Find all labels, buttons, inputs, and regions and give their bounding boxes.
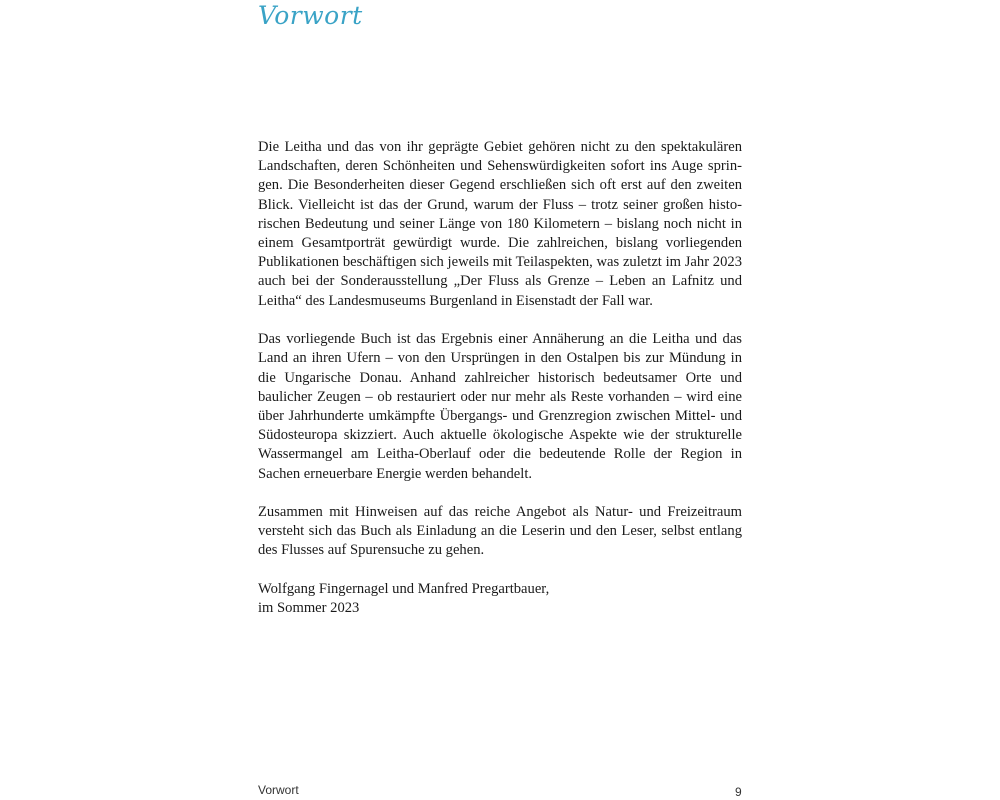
signature-authors: Wolfgang Fingernagel und Manfred Pregartbauer,	[258, 580, 550, 597]
signature-date: im Sommer 2023	[258, 600, 360, 617]
page-title: Vorwort	[258, 1, 363, 30]
page-number: 9	[735, 785, 742, 799]
paragraph-1: Die Leitha und das von ihr geprägte Gebiet gehören nicht zu den spektakulären Landschaften, deren Schönheiten und Sehenswürdigkeiten sofort ins Auge springen. Die Besonderheiten dieser Gegend erschließen sich oft erst auf den zweiten Blick. Vielleicht ist das der Grund, warum der Fluss – trotz seiner großen historischen Bedeutung und seiner Länge von 180 Kilometern – bislang noch nicht in einem Gesamtporträt gewürdigt wurde. Die zahlreichen, bislang vorliegenden Publikationen beschäftigen sich jeweils mit Teilaspekten, was zuletzt im Jahr 2023 auch bei der Sonderausstellung „Der Fluss als Grenze – Leben an Lafnitz und Leitha“ des Landesmuseums Burgenland in Eisenstadt der Fall war.	[258, 139, 742, 309]
signature	[258, 580, 742, 618]
foreword-body	[258, 138, 742, 618]
paragraph-3: Zusammen mit Hinweisen auf das reiche Angebot als Natur- und Freizeitraum versteht sich das Buch als Einladung an die Leserin und den Leser, selbst entlang des Flusses auf Spurensuche zu gehen.	[258, 504, 742, 559]
paragraph-2: Das vorliegende Buch ist das Ergebnis einer Annäherung an die Leitha und das Land an ihren Ufern – von den Ursprüngen in den Ostalpen bis zur Mündung in die Ungarische Donau. Anhand zahlreicher historisch bedeutsamer Orte und baulicher Zeugen – ob restauriert oder nur mehr als Reste vorhanden – wird eine über Jahrhunderte umkämpfte Übergangs- und Grenzregion zwischen Mittel- und Südosteuropa skizziert. Auch aktuelle ökologische Aspekte wie der strukturelle Wassermangel am Leitha-Oberlauf oder die bedeutende Rolle der Region in Sachen erneuerbare Energie werden behandelt.	[258, 331, 742, 482]
running-footer-title: Vorwort	[258, 783, 299, 797]
